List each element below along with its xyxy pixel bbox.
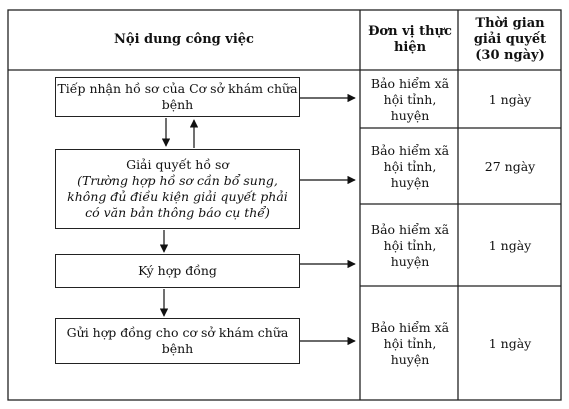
step-box-sign — [55, 254, 300, 288]
unit-cell: Bảo hiểm xã hội tỉnh, huyện — [370, 75, 450, 123]
header-content: Nội dung công việc — [114, 32, 254, 47]
time-cell: 27 ngày — [484, 158, 536, 174]
time-cell: 1 ngày — [488, 91, 532, 107]
unit-cell: Bảo hiểm xã hội tỉnh, huyện — [370, 142, 450, 190]
step-text: Ký hợp đồng — [138, 263, 217, 278]
step-box-receive — [55, 77, 300, 117]
step-box-resolve — [55, 149, 300, 229]
time-cell: 1 ngày — [488, 237, 532, 253]
unit-cell: Bảo hiểm xã hội tỉnh, huyện — [370, 221, 450, 269]
header-time: Thời gian giải quyết (30 ngày) — [473, 16, 547, 63]
unit-cell: Bảo hiểm xã hội tỉnh, huyện — [370, 319, 450, 367]
header-unit: Đơn vị thực hiện — [368, 24, 452, 55]
step-text: Giải quyết hồ sơ — [126, 157, 229, 172]
step-note: (Trường hợp hồ sơ cần bổ sung, không đủ điều kiện giải quyết phải có văn bản thông báo cụ thể) — [67, 173, 288, 220]
step-box-send — [55, 318, 300, 364]
step-text: Tiếp nhận hồ sơ của Cơ sở khám chữa bệnh — [57, 81, 298, 112]
step-text: Gửi hợp đồng cho cơ sở khám chữa bệnh — [66, 325, 289, 356]
time-cell: 1 ngày — [488, 335, 532, 351]
